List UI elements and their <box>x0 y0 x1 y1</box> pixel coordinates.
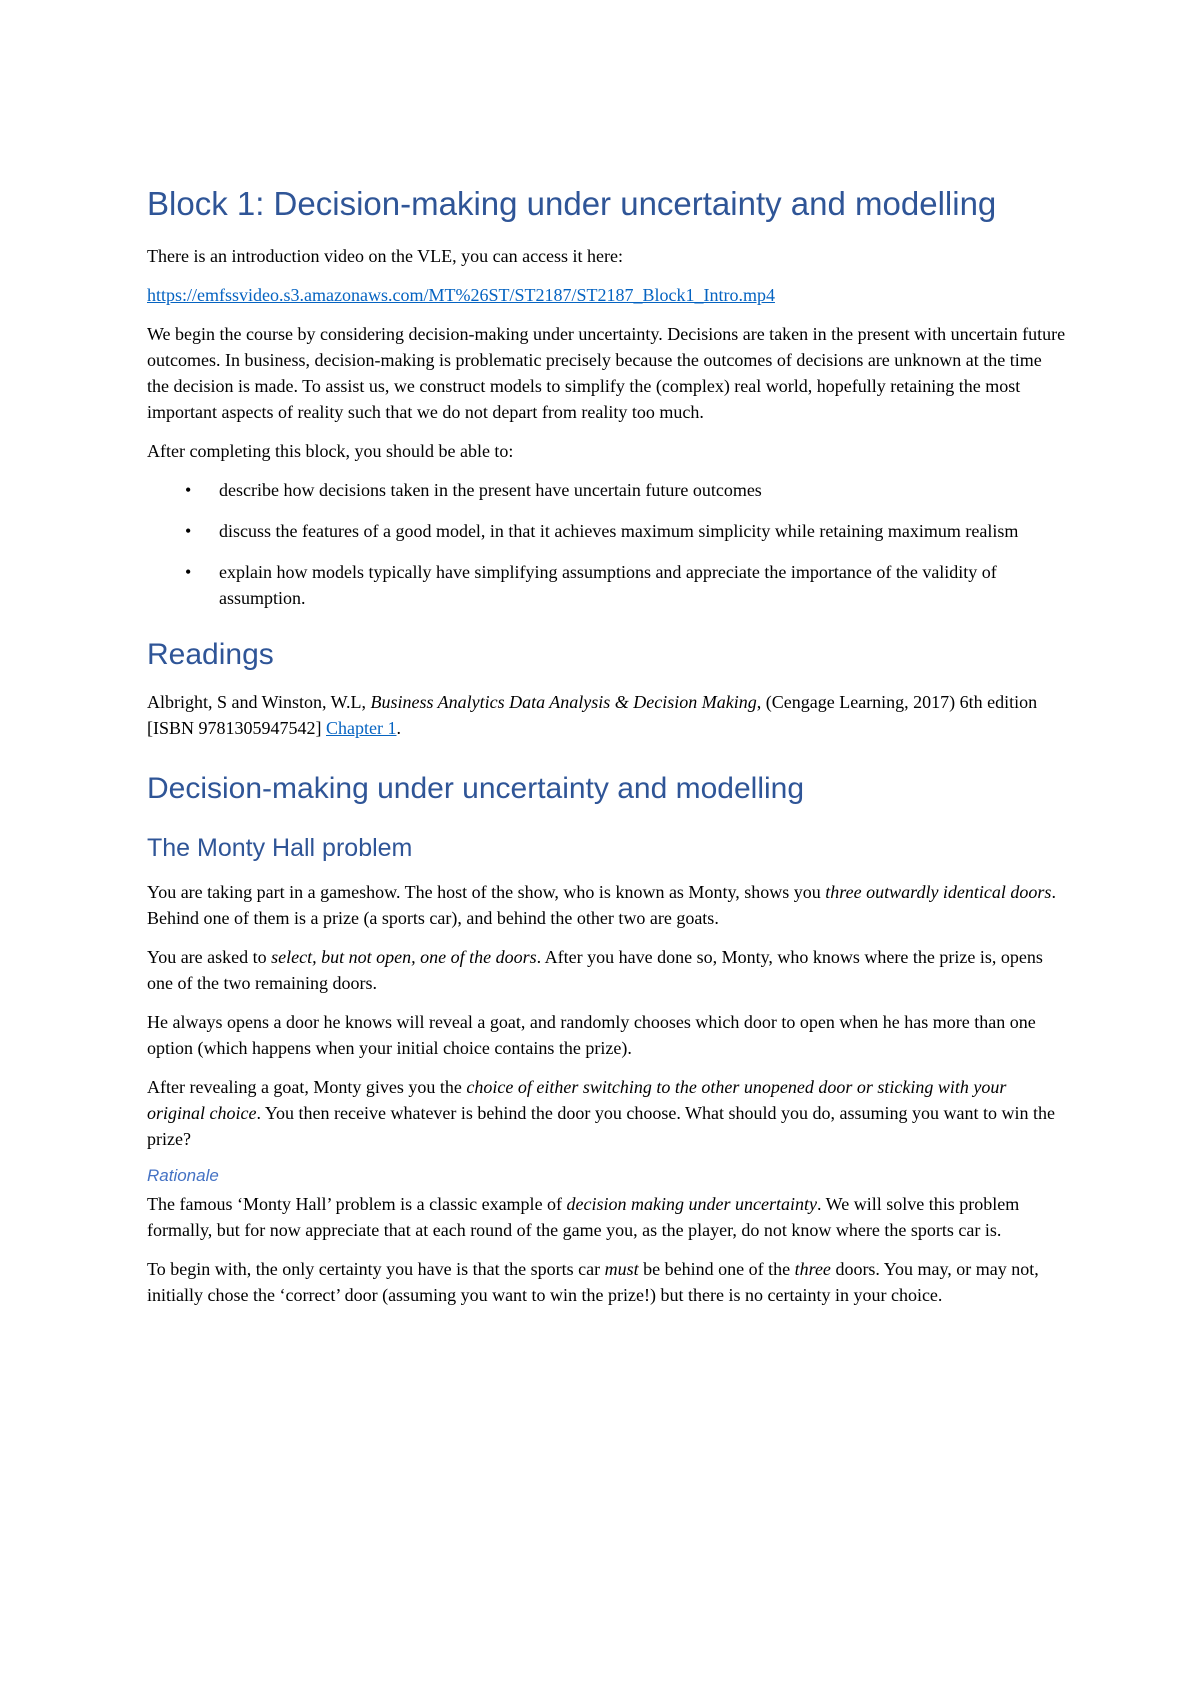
monty-paragraph-2 <box>147 944 1067 996</box>
monty-paragraph-3: He always opens a door he knows will reveal a goat, and randomly chooses which door to open when he has more than one option (which happens when your initial choice contains the prize). <box>147 1012 1036 1058</box>
monty-paragraph-1 <box>147 879 1067 931</box>
emphasis-text: decision making under uncertainty <box>566 1194 817 1214</box>
chapter-link[interactable]: Chapter 1 <box>326 718 397 738</box>
video-link-paragraph <box>147 282 1067 308</box>
rationale-heading: Rationale <box>147 1166 219 1185</box>
text-run: You are asked to <box>147 947 272 967</box>
objective-text: discuss the features of a good model, in that it achieves maximum simplicity while retaining maximum realism <box>219 521 1019 541</box>
text-run: . Behind one of them is a prize (a sports car), and behind the other two are goats. <box>147 882 1056 928</box>
intro-video-link[interactable]: https://emfssvideo.s3.amazonaws.com/MT%26ST/ST2187/ST2187_Block1_Intro.mp4 <box>147 285 775 305</box>
monty-hall-heading: The Monty Hall problem <box>147 834 413 862</box>
objective-text: explain how models typically have simplifying assumptions and appreciate the importance of the validity of assumption. <box>219 562 997 608</box>
emphasis-text: three <box>794 1259 831 1279</box>
section-heading: Decision-making under uncertainty and modelling <box>147 772 805 805</box>
rationale-paragraph-2 <box>147 1256 1067 1308</box>
text-run: After revealing a goat, Monty gives you the <box>147 1077 467 1097</box>
emphasis-text: must <box>604 1259 639 1279</box>
rationale-paragraph-1 <box>147 1191 1067 1243</box>
text-run: . We will solve this problem formally, but for now appreciate that at each round of the game you, as the player, do not know where the sports car is. <box>147 1194 1020 1240</box>
text-run: be behind one of the <box>638 1259 795 1279</box>
objective-text: describe how decisions taken in the present have uncertain future outcomes <box>219 480 762 500</box>
objective-item <box>147 477 1067 503</box>
text-run: You are taking part in a gameshow. The host of the show, who is known as Monty, shows you <box>147 882 826 902</box>
text-run: To begin with, the only certainty you have is that the sports car <box>147 1259 605 1279</box>
document-page <box>147 183 1067 1321</box>
objectives-list <box>147 477 1067 611</box>
block-intro-paragraph: We begin the course by considering decision-making under uncertainty. Decisions are taken in the present with uncertain future outcomes. In business, decision-making is problematic precisely because the outcomes of decisions are unknown at the time the decision is made. To assist us, we construct models to simplify the (complex) real world, hopefully retaining the most important aspects of reality such that we do not depart from reality too much. <box>147 324 1066 422</box>
reading-authors: Albright, S and Winston, W.L, <box>147 692 371 712</box>
bullet-icon: • <box>185 562 192 582</box>
bullet-icon: • <box>185 480 192 500</box>
objectives-intro: After completing this block, you should be able to: <box>147 441 514 461</box>
text-run: . You then receive whatever is behind the door you choose. What should you do, assuming you want to win the prize? <box>147 1103 1056 1149</box>
reading-citation <box>147 689 1067 741</box>
reading-details: , (Cengage Learning, 2017) 6th edition [ISBN 9781305947542] <box>147 692 1038 738</box>
block-title: Block 1: Decision-making under uncertainty and modelling <box>147 185 997 222</box>
text-run: doors. You may, or may not, initially chose the ‘correct’ door (assuming you want to win the prize!) but there is no certainty in your choice. <box>147 1259 1039 1305</box>
bullet-icon: • <box>185 521 192 541</box>
reading-book-title: Business Analytics Data Analysis & Decision Making <box>370 692 757 712</box>
reading-end: . <box>396 718 401 738</box>
intro-text: There is an introduction video on the VLE, you can access it here: <box>147 246 624 266</box>
emphasis-text: three outwardly identical doors <box>825 882 1052 902</box>
text-run: The famous ‘Monty Hall’ problem is a classic example of <box>147 1194 567 1214</box>
monty-paragraph-4 <box>147 1074 1067 1152</box>
emphasis-text: select, but not open, one of the doors <box>271 947 537 967</box>
objective-item <box>147 518 1067 544</box>
emphasis-text: choice of either switching to the other unopened door or sticking with your original choice <box>147 1077 1007 1123</box>
text-run: . After you have done so, Monty, who knows where the prize is, opens one of the two remaining doors. <box>147 947 1043 993</box>
readings-heading: Readings <box>147 638 274 671</box>
objective-item <box>147 559 1067 611</box>
